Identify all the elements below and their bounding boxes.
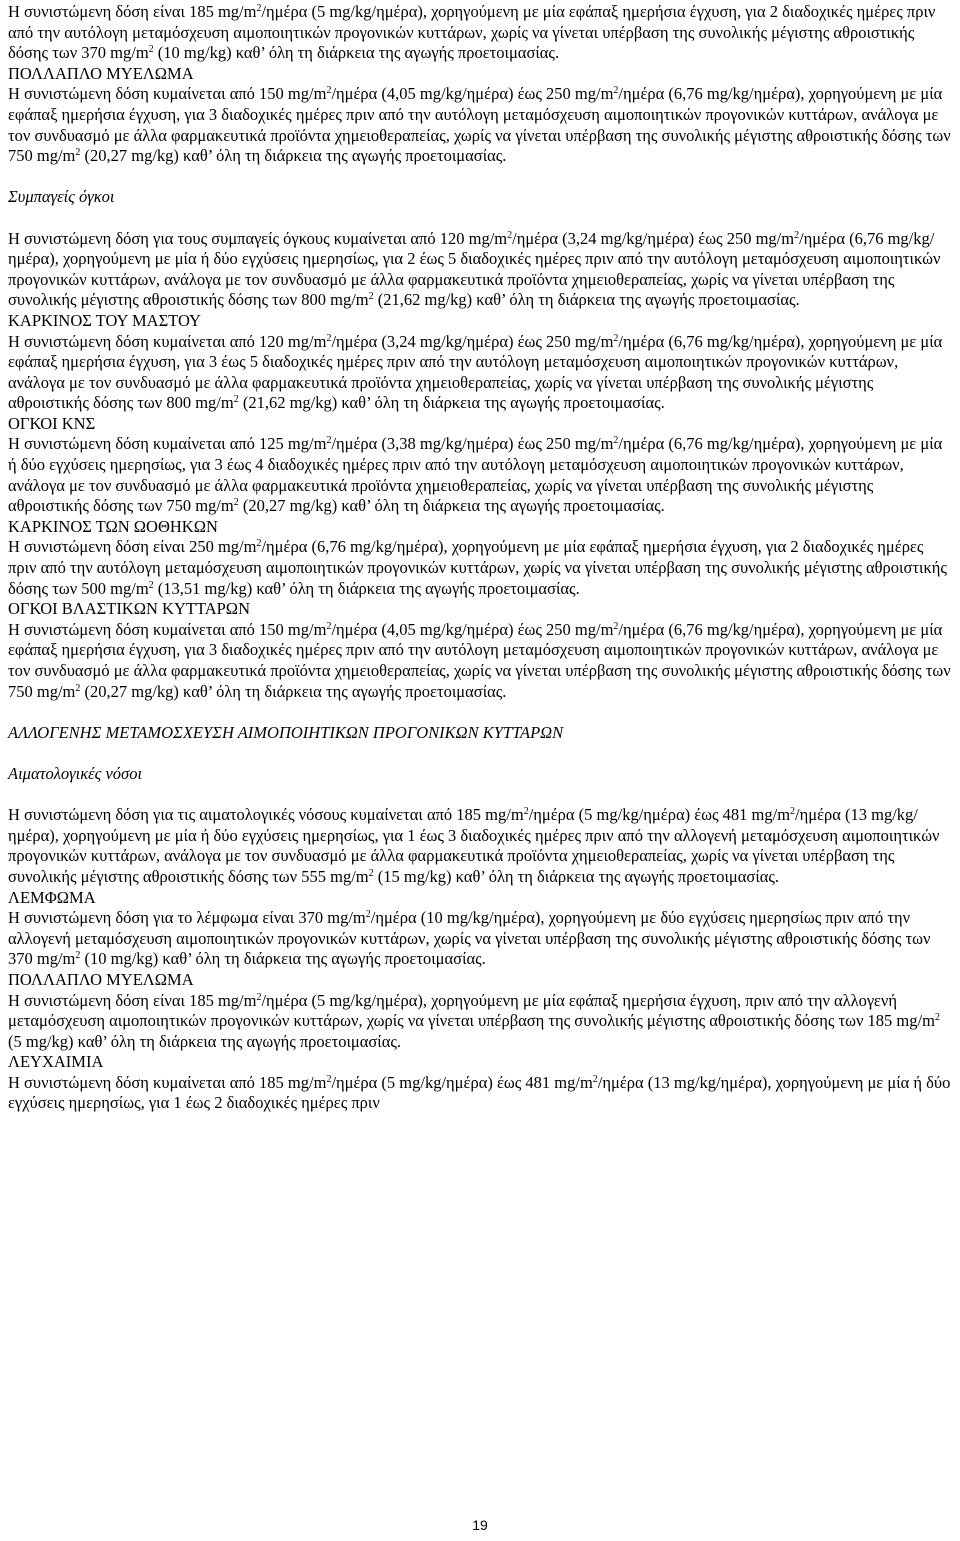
paragraph: ΠΟΛΛΑΠΛΟ ΜΥΕΛΩΜΑ [8,63,194,83]
section-heading-italic: Αιματολογικές νόσοι [8,763,143,783]
paragraph: ΠΟΛΛΑΠΛΟ ΜΥΕΛΩΜΑ [8,969,194,989]
document-body [8,2,952,1114]
section-heading-italic: ΑΛΛΟΓΕΝΗΣ ΜΕΤΑΜΟΣΧΕΥΣΗ ΑΙΜΟΠΟΙΗΤΙΚΩΝ ΠΡΟΓΟΝΙΚΩΝ ΚΥΤΤΑΡΩΝ [8,722,564,742]
paragraph-spacer [8,167,952,188]
section-heading-italic: Συμπαγείς όγκοι [8,187,115,207]
paragraph: Η συνιστώμενη δόση είναι 185 $mg/m^2$/ημέρα (5 mg/kg/ημέρα), χορηγούμενη με μία εφάπαξ ημερήσια έγχυση, για 2 διαδοχικές ημέρες πριν από την αυτόλογη μεταμόσχευση αιμοποιητικών προγονικών κυττάρων, χωρίς να γίνεται υπέρβαση της συνολικής μέγιστης αθροιστικής δόσης των 370 $mg/m^2$ (10 mg/kg) καθ’ όλη τη διάρκεια της αγωγής προετοιμασίας. [8,2,936,63]
paragraph-spacer [8,743,952,764]
paragraph: ΚΑΡΚΙΝΟΣ ΤΟΥ ΜΑΣΤΟΥ [8,310,201,330]
paragraph: Η συνιστώμενη δόση είναι 250 $mg/m^2$/ημέρα (6,76 mg/kg/ημέρα), χορηγούμενη με μία εφάπαξ ημερήσια έγχυση, για 2 διαδοχικές ημέρες πριν από την αυτόλογη μεταμόσχευση αιμοποιητικών προγονικών κυττάρων, χωρίς να γίνεται υπέρβαση της συνολικής μέγιστης αθροιστικής δόσης των 500 $mg/m^2$ (13,51 mg/kg) καθ’ όλη τη διάρκεια της αγωγής προετοιμασίας. [8,537,947,598]
paragraph: Η συνιστώμενη δόση για τις αιματολογικές νόσους κυμαίνεται από 185 $mg/m^2$/ημέρα (5 mg/kg/ημέρα) έως 481 $mg/m^2$/ημέρα (13 mg/kg/ημέρα), χορηγούμενη με μία ή δύο εγχύσεις ημερησίως, για 1 έως 3 διαδοχικές ημέρες πριν από την αλλογενή μεταμόσχευση αιμοποιητικών προγονικών κυττάρων, ανάλογα με τον συνδυασμό με άλλα φαρμακευτικά προϊόντα χημειοθεραπείας, χωρίς να γίνεται υπέρβαση της συνολικής μέγιστης αθροιστικής δόσης των 555 $mg/m^2$ (15 mg/kg) καθ’ όλη τη διάρκεια της αγωγής προετοιμασίας. [8,805,940,886]
paragraph: Η συνιστώμενη δόση κυμαίνεται από 150 $mg/m^2$/ημέρα (4,05 mg/kg/ημέρα) έως 250 $mg/m^2$/ημέρα (6,76 mg/kg/ημέρα), χορηγούμενη με μία εφάπαξ ημερήσια έγχυση, για 3 διαδοχικές ημέρες πριν από την αυτόλογη μεταμόσχευση αιμοποιητικών προγονικών κυττάρων, ανάλογα με τον συνδυασμό με άλλα φαρμακευτικά προϊόντα χημειοθεραπείας, χωρίς να γίνεται υπέρβαση της συνολικής μέγιστης αθροιστικής δόσης των 750 $mg/m^2$ (20,27 mg/kg) καθ’ όλη τη διάρκεια της αγωγής προετοιμασίας. [8,84,951,166]
paragraph: Η συνιστώμενη δόση για τους συμπαγείς όγκους κυμαίνεται από 120 $mg/m^2$/ημέρα (3,24 mg/kg/ημέρα) έως 250 $mg/m^2$/ημέρα (6,76 mg/kg/ημέρα), χορηγούμενη με μία ή δύο εγχύσεις ημερησίως, για 2 έως 5 διαδοχικές ημέρες πριν από την αυτόλογη μεταμόσχευση αιμοποιητικών προγονικών κυττάρων, ανάλογα με τον συνδυασμό με άλλα φαρμακευτικά προϊόντα χημειοθεραπείας, χωρίς να γίνεται υπέρβαση της συνολικής μέγιστης αθροιστικής δόσης των 800 $mg/m^2$ (21,62 mg/kg) καθ’ όλη τη διάρκεια της αγωγής προετοιμασίας. [8,228,941,310]
paragraph: Η συνιστώμενη δόση κυμαίνεται από 150 $mg/m^2$/ημέρα (4,05 mg/kg/ημέρα) έως 250 $mg/m^2$/ημέρα (6,76 mg/kg/ημέρα), χορηγούμενη με μία εφάπαξ ημερήσια έγχυση, για 3 διαδοχικές ημέρες πριν από την αυτόλογη μεταμόσχευση αιμοποιητικών προγονικών κυττάρων, ανάλογα με τον συνδυασμό με άλλα φαρμακευτικά προϊόντα χημειοθεραπείας, χωρίς να γίνεται υπέρβαση της συνολικής μέγιστης αθροιστικής δόσης των 750 $mg/m^2$ (20,27 mg/kg) καθ’ όλη τη διάρκεια της αγωγής προετοιμασίας. [8,619,951,701]
paragraph-spacer [8,785,952,806]
paragraph: Η συνιστώμενη δόση κυμαίνεται από 125 $mg/m^2$/ημέρα (3,38 mg/kg/ημέρα) έως 250 $mg/m^2$/ημέρα (6,76 mg/kg/ημέρα), χορηγούμενη με μία ή δύο εγχύσεις ημερησίως, για 3 έως 4 διαδοχικές ημέρες πριν από την αυτόλογη μεταμόσχευση αιμοποιητικών προγονικών κυττάρων, ανάλογα με τον συνδυασμό με άλλα φαρμακευτικά προϊόντα χημειοθεραπείας, χωρίς να γίνεται υπέρβαση της συνολικής μέγιστης αθροιστικής δόσης των 750 $mg/m^2$ (20,27 mg/kg) καθ’ όλη τη διάρκεια της αγωγής προετοιμασίας. [8,434,943,516]
paragraph: ΛΕΥΧΑΙΜΙΑ [8,1052,104,1072]
paragraph-spacer [8,208,952,229]
paragraph: ΛΕΜΦΩΜΑ [8,887,96,907]
paragraph: Η συνιστώμενη δόση είναι 185 $mg/m^2$/ημέρα (5 mg/kg/ημέρα), χορηγούμενη με μία εφάπαξ ημερήσια έγχυση, πριν από την αλλογενή μεταμόσχευση αιμοποιητικών προγονικών κυττάρων, χωρίς να γίνεται υπέρβαση της συνολικής μέγιστης αθροιστικής δόσης των 185 $mg/m^2$ (5 mg/kg) καθ’ όλη τη διάρκεια της αγωγής προετοιμασίας. [8,990,940,1051]
paragraph: Η συνιστώμενη δόση κυμαίνεται από 185 $mg/m^2$/ημέρα (5 mg/kg/ημέρα) έως 481 $mg/m^2$/ημέρα (13 mg/kg/ημέρα), χορηγούμενη με μία ή δύο εγχύσεις ημερησίως, για 1 έως 2 διαδοχικές ημέρες πριν [8,1072,951,1113]
paragraph: Η συνιστώμενη δόση για το λέμφωμα είναι 370 $mg/m^2$/ημέρα (10 mg/kg/ημέρα), χορηγούμενη με δύο εγχύσεις ημερησίως πριν από την αλλογενή μεταμόσχευση αιμοποιητικών προγονικών κυττάρων, χωρίς να γίνεται υπέρβαση της συνολικής μέγιστης αθροιστικής δόσης των 370 $mg/m^2$ (10 mg/kg) καθ’ όλη τη διάρκεια της αγωγής προετοιμασίας. [8,908,931,969]
paragraph: ΟΓΚΟΙ ΚΝΣ [8,413,96,433]
paragraph: ΚΑΡΚΙΝΟΣ ΤΩΝ ΩΟΘΗΚΩΝ [8,516,218,536]
page-number: 19 [472,1517,488,1533]
paragraph: Η συνιστώμενη δόση κυμαίνεται από 120 $mg/m^2$/ημέρα (3,24 mg/kg/ημέρα) έως 250 $mg/m^2$/ημέρα (6,76 mg/kg/ημέρα), χορηγούμενη με μία εφάπαξ ημερήσια έγχυση, για 3 έως 5 διαδοχικές ημέρες πριν από την αυτόλογη μεταμόσχευση αιμοποιητικών προγονικών κυττάρων, ανάλογα με τον συνδυασμό με άλλα φαρμακευτικά προϊόντα χημειοθεραπείας, χωρίς να γίνεται υπέρβαση της συνολικής μέγιστης αθροιστικής δόσης των 800 $mg/m^2$ (21,62 mg/kg) καθ’ όλη τη διάρκεια της αγωγής προετοιμασίας. [8,331,943,413]
paragraph-spacer [8,702,952,723]
paragraph: ΟΓΚΟΙ ΒΛΑΣΤΙΚΩΝ ΚΥΤΤΑΡΩΝ [8,599,250,619]
